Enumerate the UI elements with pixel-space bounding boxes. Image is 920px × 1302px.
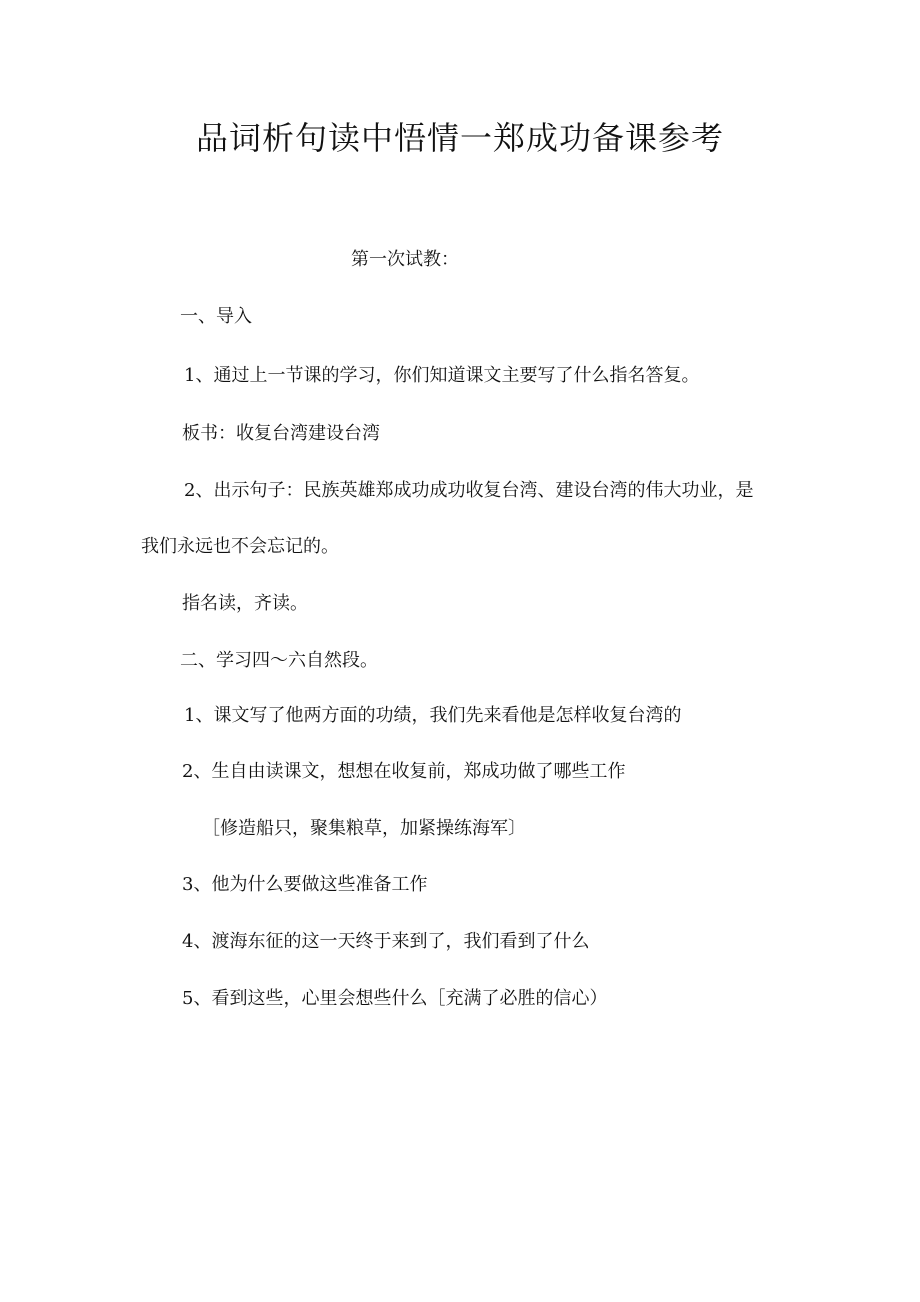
section-1-item-1: 1、通过上一节课的学习，你们知道课文主要写了什么指名答复。 xyxy=(184,365,700,386)
section-1-item-2-line-2: 我们永远也不会忘记的。 xyxy=(141,536,339,557)
reading-instruction: 指名读，齐读。 xyxy=(182,593,308,614)
section-2-item-2-answer: ［修造船只，聚集粮草，加紧操练海军〕 xyxy=(202,818,526,839)
section-1-heading: 一、导入 xyxy=(180,306,252,327)
blackboard-note: 板书：收复台湾建设台湾 xyxy=(182,423,380,444)
subtitle: 第一次试教： xyxy=(351,249,459,270)
document-title: 品词析句读中悟情一郑成功备课参考 xyxy=(195,119,724,157)
section-1-item-2-line-1: 2、出示句子：民族英雄郑成功成功收复台湾、建设台湾的伟大功业，是 xyxy=(184,480,754,501)
section-2-item-3: 3、他为什么要做这些准备工作 xyxy=(182,874,428,895)
section-2-item-4: 4、渡海东征的这一天终于来到了，我们看到了什么 xyxy=(182,931,590,952)
section-2-item-5: 5、看到这些，心里会想些什么［充满了必胜的信心） xyxy=(182,988,608,1009)
section-2-heading: 二、学习四～六自然段。 xyxy=(180,650,378,671)
section-2-item-1: 1、课文写了他两方面的功绩，我们先来看他是怎样收复台湾的 xyxy=(184,705,682,726)
section-2-item-2: 2、生自由读课文，想想在收复前，郑成功做了哪些工作 xyxy=(182,761,626,782)
